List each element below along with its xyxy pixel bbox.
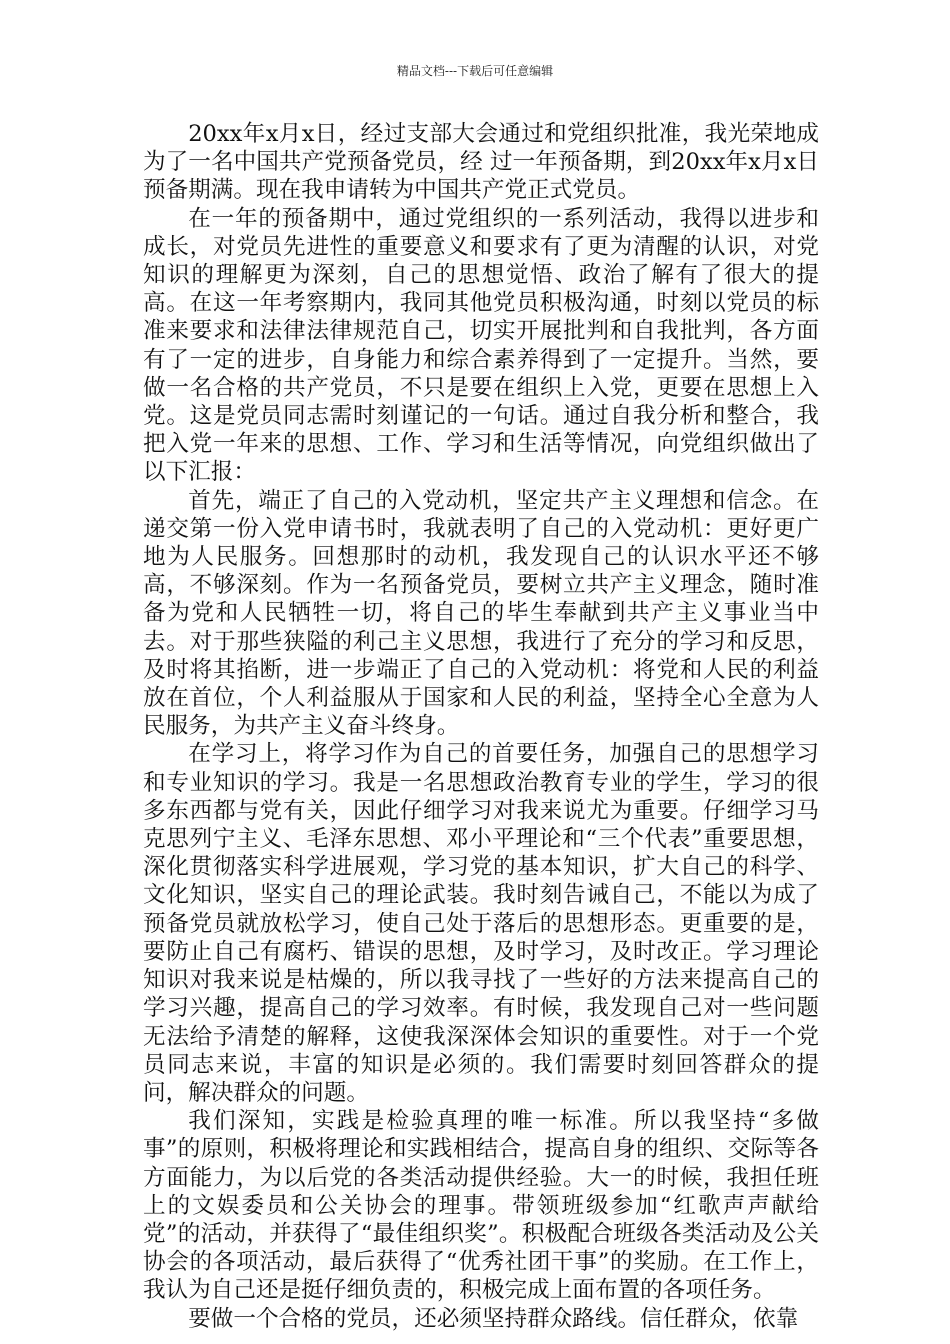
paragraph-4: 在学习上，将学习作为自己的首要任务，加强自己的思想学习和专业知识的学习。我是一名思想政治教育专业的学生，学习的很多东西都与党有关，因此仔细学习对我来说尤为重要。仔细学习马克思列宁主义、毛泽东思想、邓小平理论和“三个代表”重要思想，深化贯彻落实科学进展观，学习党的基本知识，扩大自己的科学、文化知识，坚实自己的理论武装。我时刻告诫自己，不能以为成了预备党员就放松学习，使自己处于落后的思想形态。更重要的是，要防止自己有腐朽、错误的思想，及时学习，及时改正。学习理论知识对我来说是枯燥的，所以我寻找了一些好的方法来提高自己的学习兴趣，提高自己的学习效率。有时候，我发现自己对一些问题无法给予清楚的解释，这使我深深体会知识的重要性。对于一个党员同志来说，丰富的知识是必须的。我们需要时刻回答群众的提问，解决群众的问题。 <box>143 741 819 1106</box>
page-header: 精品文档---下载后可任意编辑 <box>396 64 554 78</box>
paragraph-2: 在一年的预备期中，通过党组织的一系列活动，我得以进步和成长，对党员先进性的重要意义和要求有了更为清醒的认识，对党知识的理解更为深刻，自己的思想觉悟、政治了解有了很大的提高。在这一年考察期内，我同其他党员积极沟通，时刻以党员的标准来要求和法律法律规范自己，切实开展批判和自我批判，各方面有了一定的进步，自身能力和综合素养得到了一定提升。当然，要做一名合格的共产党员，不只是要在组织上入党，更要在思想上入党。这是党员同志需时刻谨记的一句话。通过自我分析和整合，我把入党一年来的思想、工作、学习和生活等情况，向党组织做出了以下汇报： <box>143 205 819 486</box>
paragraph-6: 要做一个合格的党员，还必须坚持群众路线。信任群众，依靠 <box>188 1305 799 1332</box>
paragraph-5: 我们深知，实践是检验真理的唯一标准。所以我坚持“多做事”的原则，积极将理论和实践相结合，提高自身的组织、交际等各方面能力，为以后党的各类活动提供经验。大一的时候，我担任班上的文娱委员和公关协会的理事。带领班级参加“红歌声声献给党”的活动，并获得了“最佳组织奖”。积极配合班级各类活动及公关协会的各项活动，最后获得了“优秀社团干事”的奖励。在工作上，我认为自己还是挺仔细负责的，积极完成上面布置的各项任务。 <box>143 1108 819 1304</box>
document-body <box>143 120 819 1333</box>
paragraph-1: 20xx年x月x日，经过支部大会通过和党组织批准，我光荣地成为了一名中国共产党预备党员，经 过一年预备期，到20xx年x月x日预备期满。现在我申请转为中国共产党正式党员。 <box>143 121 819 204</box>
paragraph-3: 首先，端正了自己的入党动机，坚定共产主义理想和信念。在递交第一份入党申请书时，我就表明了自己的入党动机：更好更广地为人民服务。回想那时的动机，我发现自己的认识水平还不够高，不够深刻。作为一名预备党员，要树立共产主义理念，随时准备为党和人民牺牲一切，将自己的毕生奉献到共产主义事业当中去。对于那些狭隘的利己主义思想，我进行了充分的学习和反思，及时将其掐断，进一步端正了自己的入党动机：将党和人民的利益放在首位，个人利益服从于国家和人民的利益，坚持全心全意为人民服务，为共产主义奋斗终身。 <box>143 487 819 740</box>
